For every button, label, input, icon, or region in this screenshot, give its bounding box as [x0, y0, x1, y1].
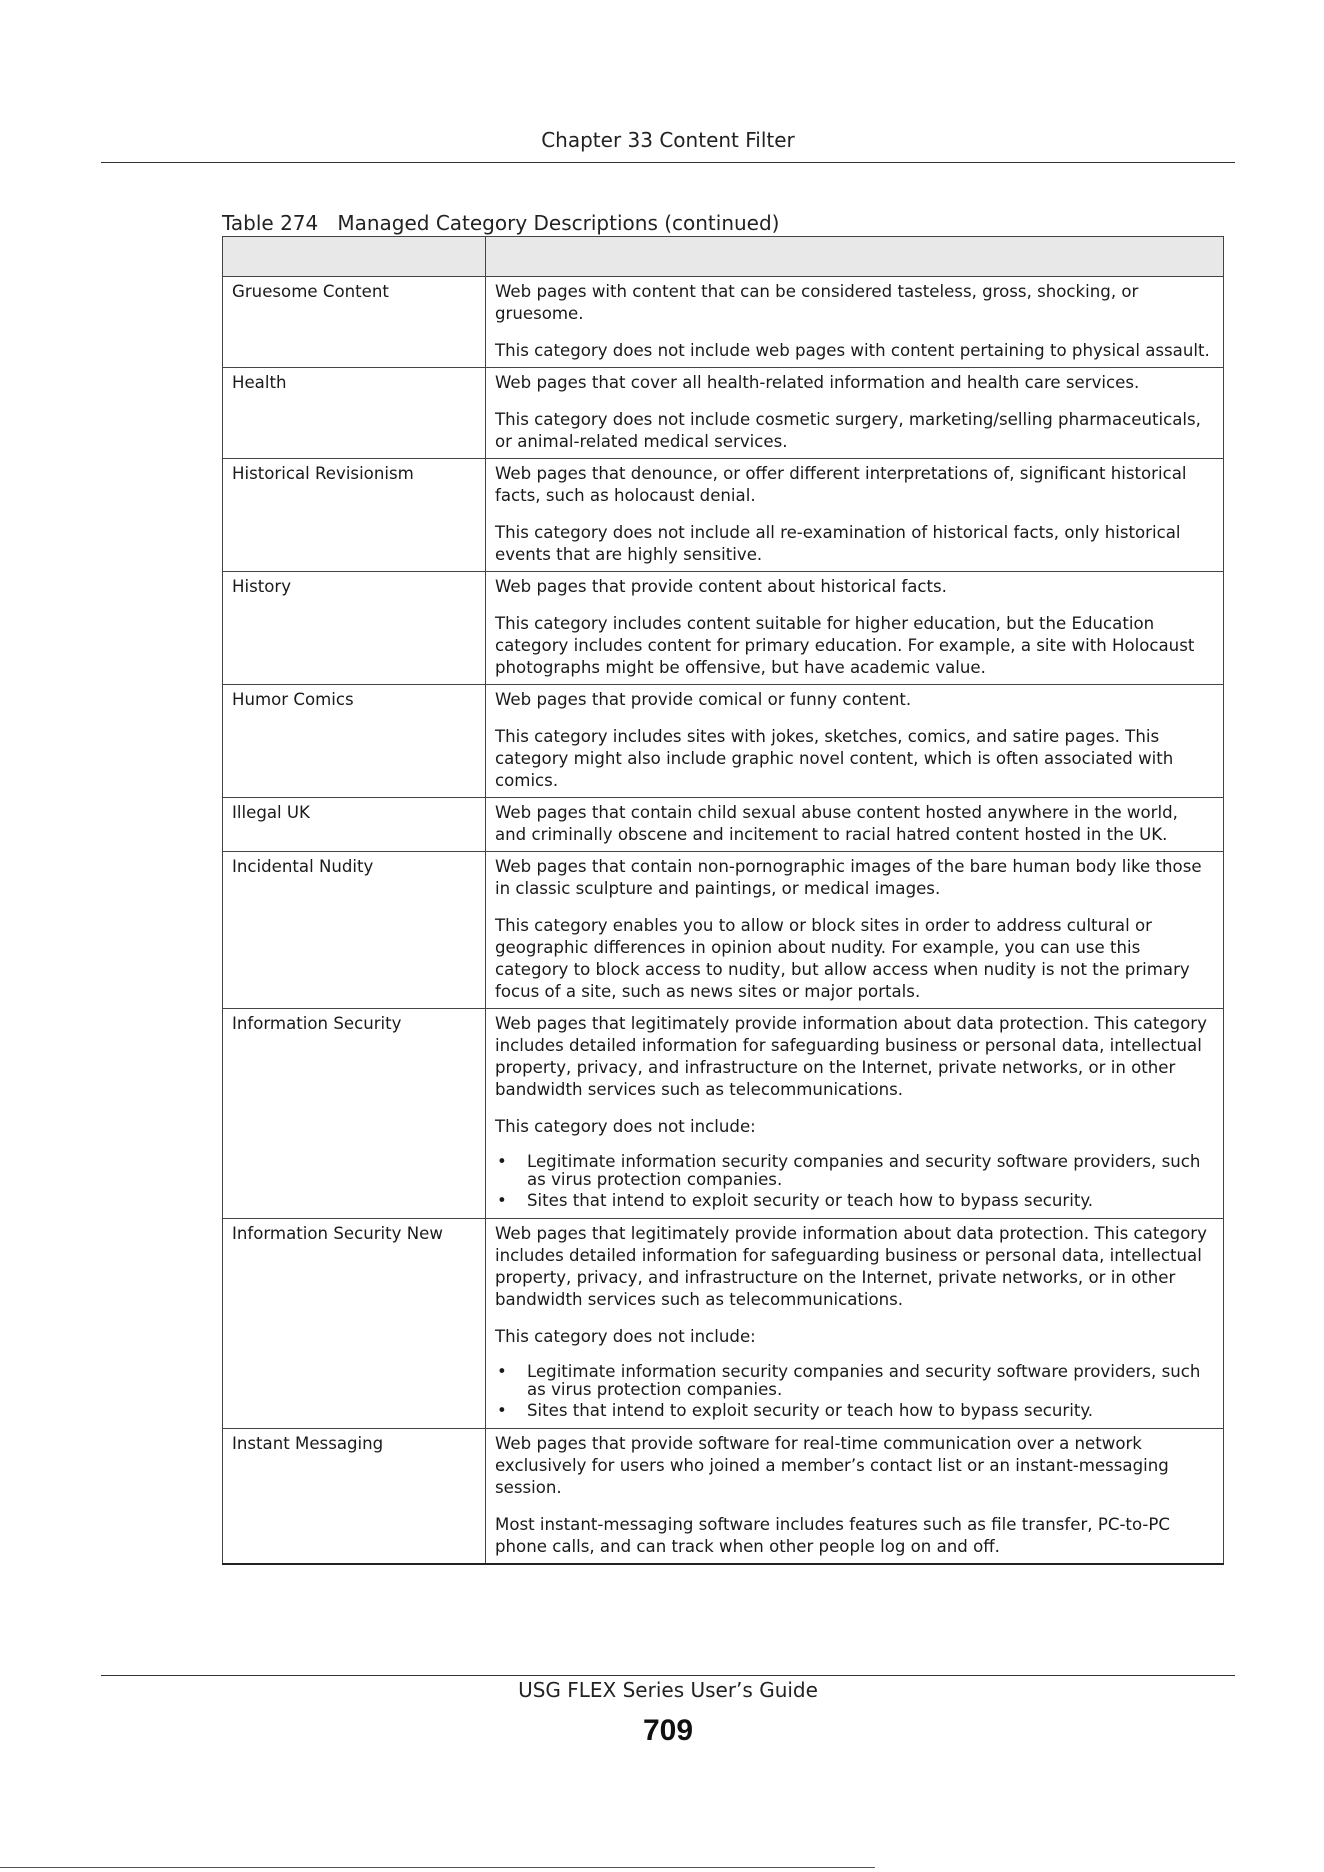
category-description	[486, 1009, 1224, 1219]
description-paragraph: This category enables you to allow or block sites in order to address cultural or geographic differences in opinion about nudity. For example, you can use this category to block access to nudity, but allow access when nudity is not the primary focus of a site, such as news sites or major portals.	[495, 916, 1190, 1001]
exclusion-list-item	[495, 1153, 1214, 1189]
bullet-icon: •	[497, 1152, 507, 1171]
category-description	[486, 1429, 1224, 1565]
exclusion-list-text: Sites that intend to exploit security or teach how to bypass security.	[527, 1191, 1094, 1210]
category-description	[486, 685, 1224, 798]
table-row	[223, 685, 1224, 798]
category-label: Health	[223, 368, 486, 459]
exclusion-list-item	[495, 1363, 1214, 1399]
category-label: Information Security	[223, 1009, 486, 1219]
bullet-icon: •	[497, 1401, 507, 1420]
description-paragraph: This category does not include:	[495, 1327, 756, 1346]
exclusion-list-item	[495, 1192, 1214, 1210]
table-body	[223, 277, 1224, 1565]
description-paragraph: Web pages that legitimately provide information about data protection. This category includes detailed information for safeguarding business or personal data, intellectual property, privacy, and infrastructure on the Internet, private networks, or in other bandwidth services such as telecommunications.	[495, 1224, 1207, 1309]
table-row	[223, 277, 1224, 368]
table-row	[223, 368, 1224, 459]
category-label: Historical Revisionism	[223, 459, 486, 572]
page-bottom-rule	[0, 1867, 875, 1868]
description-paragraph: Web pages that provide comical or funny content.	[495, 690, 912, 709]
category-label: Illegal UK	[223, 798, 486, 852]
table-row	[223, 459, 1224, 572]
category-description	[486, 459, 1224, 572]
description-paragraph: Web pages that contain child sexual abuse content hosted anywhere in the world, and criminally obscene and incitement to racial hatred content hosted in the UK.	[495, 803, 1178, 844]
description-paragraph: Web pages that contain non-pornographic images of the bare human body like those in classic sculpture and paintings, or medical images.	[495, 857, 1202, 898]
category-description	[486, 852, 1224, 1009]
description-paragraph: Web pages that provide software for real-time communication over a network exclusively for users who joined a member’s contact list or an instant-messaging session.	[495, 1434, 1169, 1497]
table-row	[223, 1009, 1224, 1219]
description-paragraph: Web pages that cover all health-related information and health care services.	[495, 373, 1140, 392]
page-number: 709	[642, 1714, 694, 1747]
category-description	[486, 572, 1224, 685]
exclusion-list	[495, 1153, 1214, 1210]
table-row	[223, 1429, 1224, 1565]
description-paragraph: This category does not include cosmetic surgery, marketing/selling pharmaceuticals, or animal-related medical services.	[495, 410, 1201, 451]
description-paragraph: This category includes content suitable for higher education, but the Education category includes content for primary education. For example, a site with Holocaust photographs might be offensive, but have academic value.	[495, 614, 1195, 677]
table-row	[223, 1219, 1224, 1429]
category-label: Incidental Nudity	[223, 852, 486, 1009]
category-label: Information Security New	[223, 1219, 486, 1429]
exclusion-list	[495, 1363, 1214, 1420]
table-row	[223, 572, 1224, 685]
table-header-row	[223, 237, 1224, 277]
category-label: Humor Comics	[223, 685, 486, 798]
description-paragraph: This category includes sites with jokes, sketches, comics, and satire pages. This category might also include graphic novel content, which is often associated with comics.	[495, 727, 1174, 790]
description-paragraph: Most instant-messaging software includes features such as file transfer, PC-to-PC phone calls, and can track when other people log on and off.	[495, 1515, 1170, 1556]
category-description	[486, 798, 1224, 852]
footer-title: USG FLEX Series User’s Guide	[518, 1678, 818, 1702]
table-header-description-column	[486, 237, 1224, 277]
footer-divider	[101, 1675, 1235, 1676]
category-table	[222, 236, 1224, 1565]
table-row	[223, 798, 1224, 852]
bullet-icon: •	[497, 1362, 507, 1381]
description-paragraph: This category does not include:	[495, 1117, 756, 1136]
description-paragraph: Web pages that denounce, or offer different interpretations of, significant historical facts, such as holocaust denial.	[495, 464, 1187, 505]
exclusion-list-text: Legitimate information security companies and security software providers, such as virus protection companies.	[527, 1152, 1201, 1189]
category-table-container	[222, 236, 1223, 1565]
category-label: Gruesome Content	[223, 277, 486, 368]
description-paragraph: Web pages that provide content about historical facts.	[495, 577, 947, 596]
table-caption: Table 274 Managed Category Descriptions (continued)	[222, 211, 780, 235]
table-row	[223, 852, 1224, 1009]
exclusion-list-text: Legitimate information security companies and security software providers, such as virus protection companies.	[527, 1362, 1201, 1399]
category-description	[486, 1219, 1224, 1429]
running-header: Chapter 33 Content Filter	[541, 128, 795, 152]
table-header-label-column	[223, 237, 486, 277]
header-divider	[101, 162, 1235, 163]
category-label: History	[223, 572, 486, 685]
category-description	[486, 277, 1224, 368]
description-paragraph: Web pages with content that can be considered tasteless, gross, shocking, or gruesome.	[495, 282, 1139, 323]
exclusion-list-item	[495, 1402, 1214, 1420]
description-paragraph: Web pages that legitimately provide information about data protection. This category includes detailed information for safeguarding business or personal data, intellectual property, privacy, and infrastructure on the Internet, private networks, or in other bandwidth services such as telecommunications.	[495, 1014, 1207, 1099]
category-description	[486, 368, 1224, 459]
category-label: Instant Messaging	[223, 1429, 486, 1565]
description-paragraph: This category does not include web pages with content pertaining to physical assault.	[495, 341, 1210, 360]
bullet-icon: •	[497, 1191, 507, 1210]
description-paragraph: This category does not include all re-examination of historical facts, only historical events that are highly sensitive.	[495, 523, 1181, 564]
exclusion-list-text: Sites that intend to exploit security or teach how to bypass security.	[527, 1401, 1094, 1420]
